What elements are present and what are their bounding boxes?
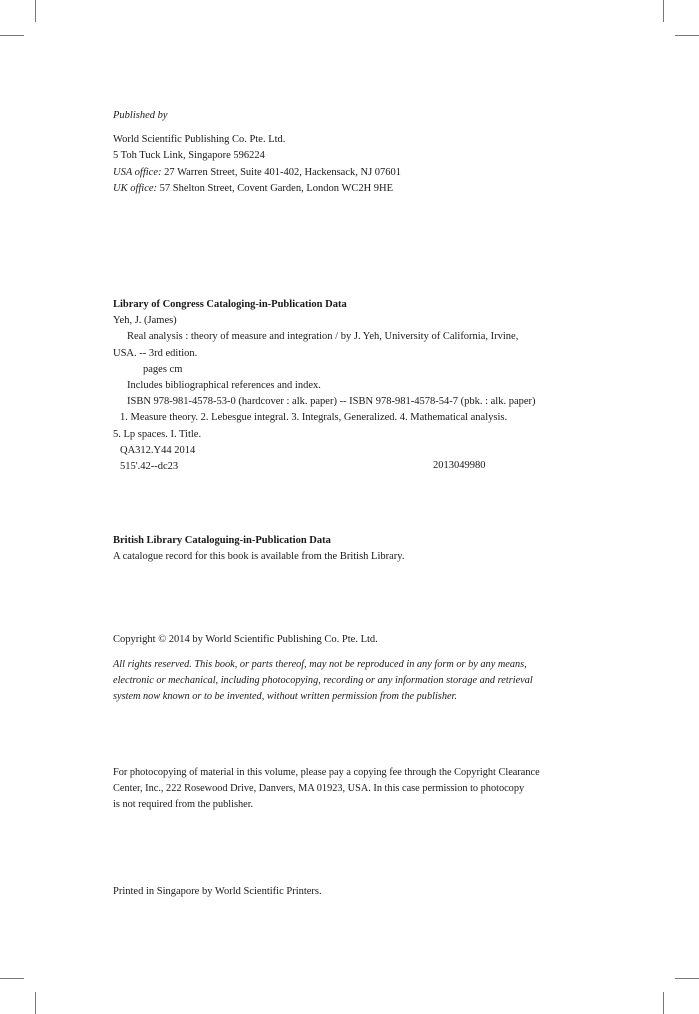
photocopy-line-3: is not required from the publisher. bbox=[113, 799, 254, 810]
loc-heading: Library of Congress Cataloging-in-Publication Data bbox=[113, 299, 347, 310]
british-library-text: A catalogue record for this book is available from the British Library. bbox=[113, 551, 405, 563]
copyright-text: Copyright © 2014 by World Scientific Publishing Co. Pte. Ltd. bbox=[113, 634, 378, 645]
loc-isbn: ISBN 978-981-4578-53-0 (hardcover : alk. paper) -- ISBN 978-981-4578-54-7 (pbk. : alk. paper) bbox=[127, 396, 536, 408]
published-by-heading: Published by bbox=[113, 110, 168, 121]
loc-author: Yeh, J. (James) bbox=[113, 315, 177, 327]
publisher-section bbox=[113, 108, 593, 197]
uk-office-label: UK office: bbox=[113, 182, 158, 194]
rights-reserved bbox=[113, 657, 593, 705]
loc-bibliography: Includes bibliographical references and index. bbox=[127, 380, 321, 392]
copyright-section bbox=[113, 632, 593, 648]
loc-lccn: 2013049980 bbox=[433, 460, 486, 471]
usa-office-label: USA office: bbox=[113, 166, 162, 178]
crop-mark-bottom-right bbox=[663, 992, 664, 1014]
crop-mark-top-right bbox=[663, 0, 664, 22]
crop-mark-bottom-right-h bbox=[675, 978, 699, 979]
printed-text: Printed in Singapore by World Scientific Printers. bbox=[113, 886, 322, 897]
loc-dewey: 515'.42--dc23 bbox=[120, 461, 179, 473]
crop-mark-bottom-left-h bbox=[0, 978, 24, 979]
crop-mark-top-right-h bbox=[675, 35, 699, 36]
printed-statement bbox=[113, 884, 593, 900]
usa-office-line bbox=[113, 165, 593, 181]
loc-subjects-line-2: 5. Lp spaces. I. Title. bbox=[113, 428, 202, 440]
loc-pages: pages cm bbox=[143, 363, 183, 375]
uk-office-address: 57 Shelton Street, Covent Garden, London WC2H 9HE bbox=[159, 182, 394, 194]
loc-subjects-line-1: 1. Measure theory. 2. Lebesgue integral. 3. Integrals, Generalized. 4. Mathematical analysis. bbox=[120, 412, 508, 424]
crop-mark-bottom-left bbox=[35, 992, 36, 1014]
rights-line-3: system now known or to be invented, without written permission from the publisher. bbox=[113, 691, 457, 702]
photocopy-line-1: For photocopying of material in this volume, please pay a copying fee through the Copyright Clearance bbox=[113, 767, 540, 778]
photocopy-line-2: Center, Inc., 222 Rosewood Drive, Danvers, MA 01923, USA. In this case permission to photocopy bbox=[113, 783, 525, 794]
british-library-section bbox=[113, 533, 593, 565]
loc-title-line-2: USA. -- 3rd edition. bbox=[113, 347, 198, 359]
loc-cip-section bbox=[113, 297, 593, 475]
crop-mark-top-left bbox=[35, 0, 36, 22]
publisher-name: World Scientific Publishing Co. Pte. Ltd. bbox=[113, 134, 286, 146]
loc-call-number: QA312.Y44 2014 bbox=[120, 444, 196, 456]
british-library-heading: British Library Cataloguing-in-Publication Data bbox=[113, 535, 331, 546]
loc-title-line-1: Real analysis : theory of measure and integration / by J. Yeh, University of California, Irvine, bbox=[127, 331, 519, 343]
crop-mark-top-left-h bbox=[0, 35, 24, 36]
uk-office-line bbox=[113, 181, 593, 197]
photocopy-section bbox=[113, 765, 593, 813]
publisher-address: 5 Toh Tuck Link, Singapore 596224 bbox=[113, 150, 265, 162]
rights-line-1: All rights reserved. This book, or parts thereof, may not be reproduced in any form or by any means, bbox=[113, 659, 527, 670]
rights-line-2: electronic or mechanical, including photocopying, recording or any information storage and retrieval bbox=[113, 675, 533, 686]
usa-office-address: 27 Warren Street, Suite 401-402, Hackensack, NJ 07601 bbox=[164, 166, 402, 178]
